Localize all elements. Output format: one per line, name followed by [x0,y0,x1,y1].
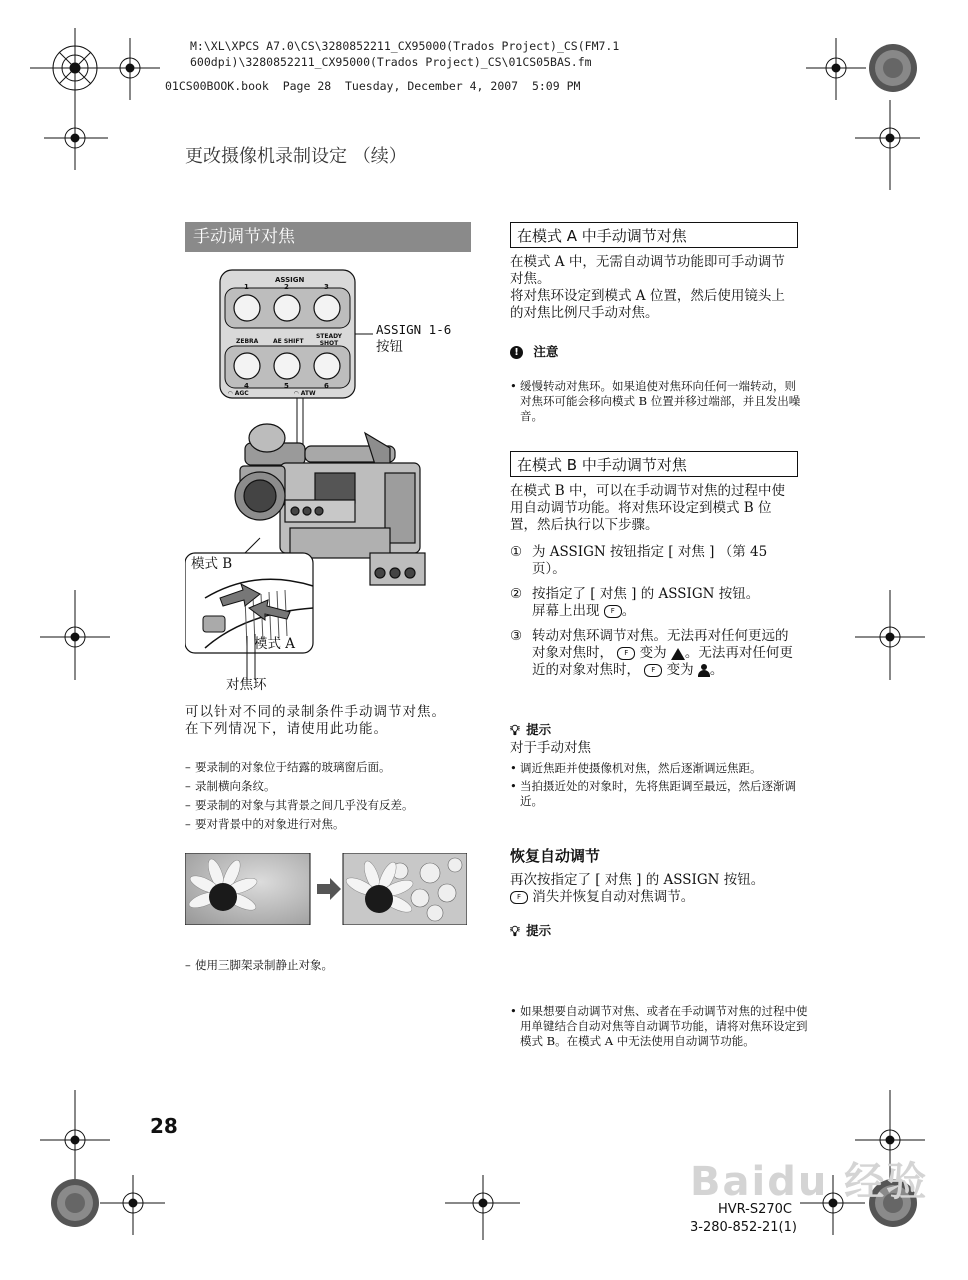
watermark: Baidu 经验 [690,1159,929,1205]
lightbulb-icon: 💡︎ [510,722,520,739]
tip-item: • 当拍摄近处的对象时，先将焦距调至最远，然后逐渐调近。 [510,779,798,809]
step-3 [510,628,798,679]
focus-ring-label: 对焦环 [226,677,267,693]
step-1-number: ① [510,544,523,560]
tripod-case: – 使用三脚架录制静止对象。 [185,958,968,973]
assign-panel-label: ASSIGN [275,276,305,284]
restore-auto-title: 恢复自动调节 [510,847,601,865]
button-number-1: 1 [244,283,249,291]
tip-list-1 [510,761,798,809]
case-item: – 要录制的对象位于结露的玻璃窗后面。 [185,760,473,775]
tip-title-1: 提示 [526,722,552,737]
restore-auto-body [510,872,798,906]
manual-focus-icon: F [644,664,662,677]
step-2 [510,586,798,620]
tip-heading-2 [510,921,551,940]
manual-focus-icon: F [617,647,635,660]
focus-comparison-images [185,853,467,925]
button-number-3: 3 [324,283,329,291]
assign-callout-line-2: 按钮 [376,339,403,355]
step-3-text-c: 。无法再对任何更近的对象对焦时， [532,645,793,678]
zebra-label: ZEBRA [236,338,259,345]
restore-line-2 [510,889,798,906]
tip-item: • 调近焦距并使摄像机对焦，然后逐渐调远焦距。 [510,761,798,776]
mode-b-label: 模式 B [191,556,233,572]
mode-a-paragraph-2: 将对焦环设定到模式 A 位置，然后使用镜头上的对焦比例尺手动对焦。 [510,288,785,321]
page-title: 更改摄像机录制设定 （续） [185,146,407,167]
step-3-text-e: 。 [709,662,724,678]
case-item: – 录制横向条纹。 [185,779,473,794]
mode-b-title: 在模式 B 中手动调节对焦 [510,451,798,477]
step-3-text-b: 变为 [639,645,667,661]
model-name: HVR-S270C [718,1202,793,1217]
mode-a-body [510,254,796,322]
mode-b-paragraph: 在模式 B 中，可以在手动调节对焦的过程中使用自动调节功能。将对焦环设定到模式 B 位置，然后执行以下步骤。 [510,483,786,533]
step-3-text-a: 转动对焦环调节对焦。无法再对任何更远的对象对焦时， [532,628,789,661]
mode-a-label: 模式 A [254,636,296,652]
case-item: – 要对背景中的对象进行对焦。 [185,817,473,832]
manual-focus-icon: F [510,891,528,904]
mountain-far-icon [671,648,685,660]
restore-text-a: 再次按指定了 [ 对焦 ] 的 ASSIGN 按钮。 [510,872,765,888]
button-number-6: 6 [324,382,329,390]
file-path-line-1: M:\XL\XPCS A7.0\CS\3280852211_CX95000(Trados Project)_CS(FM7.1 [190,39,620,53]
button-number-4: 4 [244,382,249,390]
tip-lead: 对于手动对焦 [510,740,591,756]
restore-tip-text: • 如果想要自动调节对焦、或者在手动调节对焦的过程中使用单键结合自动对焦等自动调节功能，请将对焦环设定到模式 B。在模式 A 中无法使用自动调节功能。 [510,1004,808,1049]
manual-focus-intro [185,704,473,738]
mode-a-paragraph-1: 在模式 A 中，无需自动调节功能即可手动调节对焦。 [510,254,785,287]
assign-callout-line-1: ASSIGN 1-6 [376,322,452,337]
button-number-5: 5 [284,382,289,390]
step-2-text-c: 。 [621,603,636,619]
file-path-line-2: 600dpi)\3280852211_CX95000(Trados Project)_CS\01CS05BAS.fm [190,55,592,69]
intro-text: 可以针对不同的录制条件手动调节对焦。 [185,704,446,720]
mode-b-steps [510,544,798,679]
use-when-text: 在下列情况下，请使用此功能。 [185,721,388,737]
step-2-text-a: 按指定了 [ 对焦 ] 的 ASSIGN 按钮。 [532,586,760,602]
agc-text: AGC [234,390,249,397]
manual-focus-icon: F [604,605,622,618]
page-number: 28 [150,1114,178,1138]
agc-label: ◠ AGC [228,390,249,397]
caution-title: 注意 [533,344,559,359]
caution-heading [510,342,558,360]
lightbulb-icon: 💡︎ [510,923,520,940]
person-near-icon [698,664,710,677]
cases-list [185,760,473,832]
step-2-number: ② [510,586,523,602]
tip-title-2: 提示 [526,923,552,938]
step-2-text-b: 屏幕上出现 [532,603,600,619]
step-3-text-d: 变为 [666,662,694,678]
step-1-text: 为 ASSIGN 按钮指定 [ 对焦 ] （第 45 页）。 [532,544,768,577]
case-item: – 要录制的对象与其背景之间几乎没有反差。 [185,798,473,813]
step-1 [510,544,798,578]
ae-shift-label: AE SHIFT [273,338,304,345]
model-code: 3-280-852-21(1) [690,1220,797,1235]
step-3-number: ③ [510,628,523,644]
book-info-line: 01CS00BOOK.book Page 28 Tuesday, December 4, 2007 5:09 PM [165,79,581,93]
restore-text-b: 消失并恢复自动对焦调节。 [532,889,695,905]
caution-text: • 缓慢转动对焦环。如果追使对焦环向任何一端转动，则对焦环可能会移向模式 B 位置并移过端部，并且发出噪音。 [510,379,806,424]
atw-text: ATW [300,390,316,397]
steady-shot-label: STEADY SHOT [315,333,343,347]
tip-heading-1 [510,720,551,739]
mode-a-title: 在模式 A 中手动调节对焦 [510,222,798,248]
atw-label: ◠ ATW [294,390,316,397]
caution-icon: ! [510,346,523,359]
section-title-manual-focus: 手动调节对焦 [185,222,471,252]
button-number-2: 2 [284,283,289,291]
